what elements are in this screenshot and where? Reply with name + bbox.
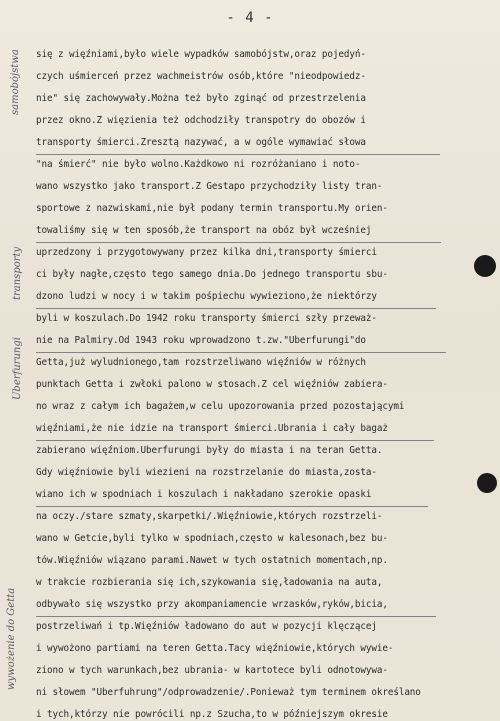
text-line: i tych,którzy nie powrócili np.z Szucha,to w późniejszym okresie [36, 709, 388, 720]
text-line: i wywożono partiami na teren Getta.Tacy więźniowie,których wywie- [36, 643, 394, 654]
punch-hole [477, 473, 497, 493]
margin-note: transporty [12, 246, 23, 300]
text-line: wano w Getcie,byli tylko w spodniach,często w kalesonach,bez bu- [36, 533, 388, 544]
underline-mark [36, 506, 428, 507]
text-line: ziono w tych warunkach,bez ubrania- w kartotece byli odnotowywa- [36, 665, 388, 676]
text-line: no wraz z całym ich bagażem,w celu upozorowania przed pozostającymi [36, 401, 405, 412]
text-line: uprzedzony i przygotowywany przez kilka dni,transporty śmierci [36, 247, 377, 258]
text-line: "na śmierć" nie było wolno.Każdkowo ni rozróżaniano i noto- [36, 159, 361, 170]
text-line: czych uśmierceń przez wachmeistrów osób,które "nieodpowiedz- [36, 71, 366, 82]
margin-note: wywożenie do Getta [6, 587, 17, 690]
text-line: ni słowem "Uberfuhrung"/odprowadzenie/.Ponieważ tym terminem określano [36, 687, 421, 698]
text-line: na oczy./stare szmaty,skarpetki/.Więźniowie,których rozstrzeli- [36, 511, 383, 522]
text-line: punktach Getta i zwłoki palono w stosach.Z cel więźniów zabiera- [36, 379, 388, 390]
underline-mark [36, 308, 436, 309]
underline-mark [36, 440, 434, 441]
text-line: nie" się zachowywały.Można też było zginąć od przestrzelenia [36, 93, 366, 104]
page-number: - 4 - [226, 10, 274, 26]
text-line: w trakcie rozbierania się ich,szykowania się,ładowania na auta, [36, 577, 383, 588]
text-line: odbywało się wszystko przy akompaniamencie wrzasków,ryków,bicia, [36, 599, 388, 610]
text-line: Getta,już wyludnionego,tam rozstrzeliwano więźniów w różnych [36, 357, 366, 368]
text-line: byli w koszulach.Do 1942 roku transporty śmierci szły przeważ- [36, 313, 377, 324]
text-line: sportowe z nazwiskami,nie był podany termin transportu.My orien- [36, 203, 388, 214]
underline-mark [36, 352, 446, 353]
text-line: wiano ich w spodniach i koszulach i nakładano szerokie opaski [36, 489, 372, 500]
document-body [36, 44, 456, 721]
text-line: Gdy więźniowie byli wiezieni na rozstrzelanie do miasta,zosta- [36, 467, 377, 478]
margin-note: Uberfurungi [12, 337, 23, 400]
text-line: wano wszystko jako transport.Z Gestapo przychodziły listy tran- [36, 181, 383, 192]
text-line: nie na Palmiry.Od 1943 roku wprowadzono t.zw."Uberfurungi"do [36, 335, 366, 346]
text-line: przez okno.Z więzienia też odchodziły transpotry do obozów i [36, 115, 366, 126]
text-line: ci były nagłe,często tego samego dnia.Do jednego transportu sbu- [36, 269, 388, 280]
text-line: dzono ludzi w nocy i w takim pośpiechu wywieziono,że niektórzy [36, 291, 377, 302]
text-line: się z więźniami,było wiele wypadków samobójstw,oraz pojedyń- [36, 49, 366, 60]
underline-mark [36, 242, 441, 243]
text-line: zabierano więźniom.Uberfurungi były do miasta i na teran Getta. [36, 445, 383, 456]
underline-mark [36, 154, 440, 155]
text-line: transporty śmierci.Zresztą nazywać, a w ogóle wymawiać słowa [36, 137, 366, 148]
text-line: postrzeliwań i tp.Więźniów ładowano do aut w pozycji klęczącej [36, 621, 377, 632]
text-line: tów.Więźniów wiązano parami.Nawet w tych ostatnich momentach,np. [36, 555, 388, 566]
text-line: więźniami,że nie idzie na transport śmierci.Ubrania i cały bagaż [36, 423, 388, 434]
margin-note: samobójstwa [10, 49, 21, 115]
underline-mark [36, 616, 436, 617]
text-line: towaliśmy się w ten sposób,że transport na obóz był wcześniej [36, 225, 372, 236]
punch-hole [474, 255, 496, 277]
